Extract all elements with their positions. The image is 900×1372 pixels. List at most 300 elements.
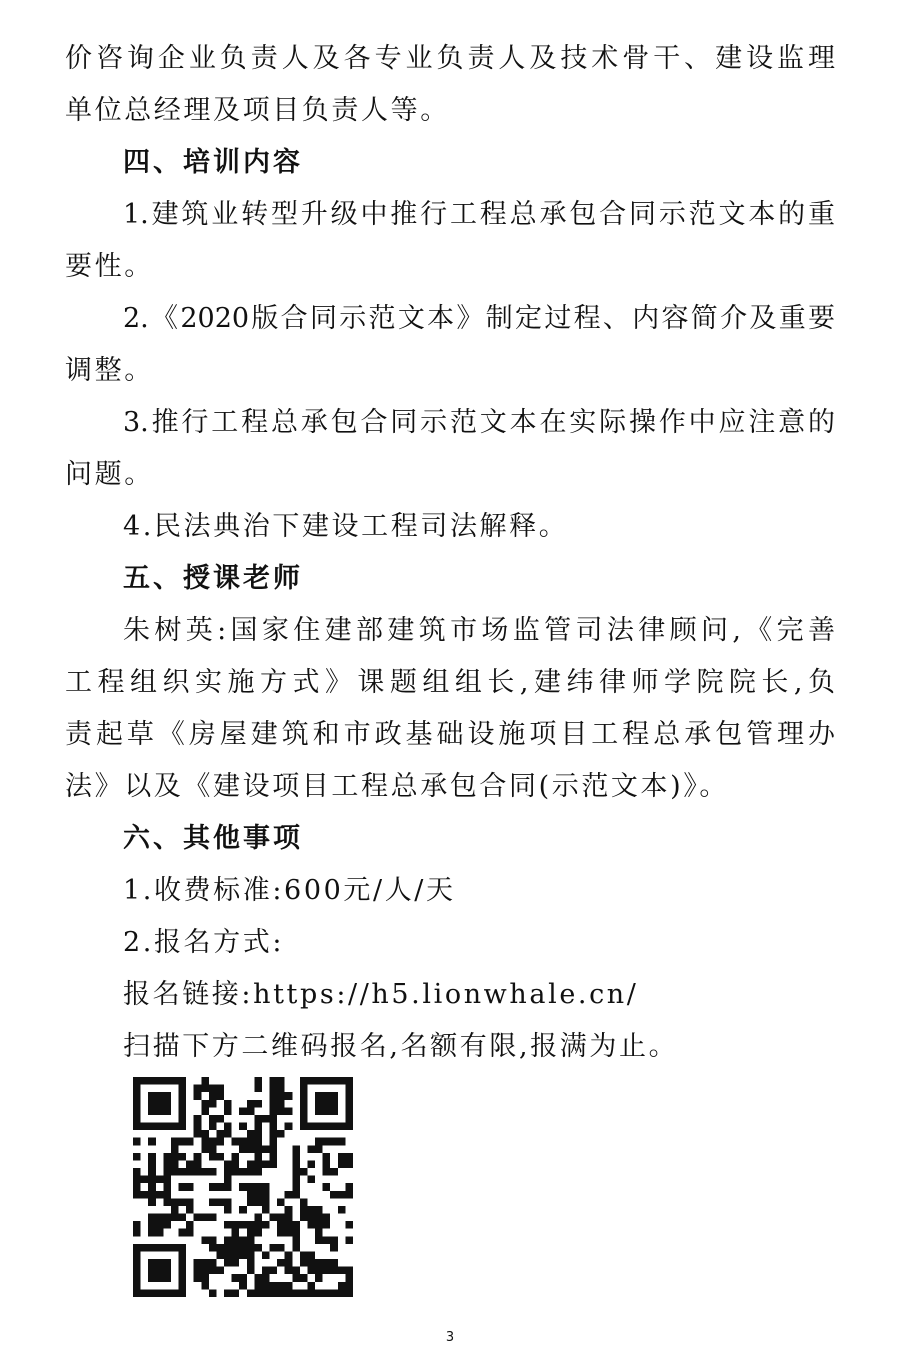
qr-module (163, 1168, 171, 1176)
qr-module (148, 1198, 156, 1206)
qr-module (300, 1123, 308, 1131)
qr-module (247, 1168, 255, 1176)
qr-module (209, 1259, 217, 1267)
qr-module (156, 1289, 164, 1297)
qr-module (224, 1221, 232, 1229)
text-line: 要性。 (65, 251, 154, 282)
qr-module (262, 1160, 270, 1168)
qr-module (239, 1168, 247, 1176)
qr-module (232, 1259, 240, 1267)
qr-module (209, 1153, 217, 1161)
qr-module (224, 1198, 232, 1206)
qr-module (239, 1123, 247, 1131)
qr-module (315, 1107, 323, 1115)
qr-module (156, 1259, 164, 1267)
text-line: 4.民法典治下建设工程司法解释。 (123, 511, 569, 542)
qr-module (277, 1214, 285, 1222)
qr-module (163, 1221, 171, 1229)
qr-module (141, 1077, 149, 1085)
qr-module (133, 1267, 141, 1275)
qr-module (323, 1289, 331, 1297)
qr-module (262, 1289, 270, 1297)
qr-module (133, 1092, 141, 1100)
qr-module (315, 1214, 323, 1222)
qr-module (179, 1123, 187, 1131)
qr-module (194, 1259, 202, 1267)
qr-module (345, 1191, 353, 1199)
qr-module (285, 1229, 293, 1237)
qr-module (247, 1267, 255, 1275)
qr-module (133, 1100, 141, 1108)
qr-module (148, 1138, 156, 1146)
qr-module (254, 1153, 262, 1161)
qr-module (163, 1153, 171, 1161)
qr-module (156, 1176, 164, 1184)
qr-module (141, 1123, 149, 1131)
qr-module (254, 1138, 262, 1146)
qr-module (292, 1236, 300, 1244)
qr-module (330, 1107, 338, 1115)
qr-module (330, 1267, 338, 1275)
qr-module (292, 1229, 300, 1237)
qr-module (270, 1107, 278, 1115)
qr-module (224, 1236, 232, 1244)
qr-module (179, 1274, 187, 1282)
qr-module (239, 1282, 247, 1290)
qr-module (163, 1214, 171, 1222)
qr-module (254, 1168, 262, 1176)
qr-module (345, 1236, 353, 1244)
qr-module (338, 1282, 346, 1290)
qr-module (209, 1236, 217, 1244)
qr-module (323, 1183, 331, 1191)
qr-module (224, 1259, 232, 1267)
qr-module (148, 1191, 156, 1199)
qr-module (148, 1107, 156, 1115)
qr-module (270, 1289, 278, 1297)
qr-module (270, 1138, 278, 1146)
qr-module (179, 1282, 187, 1290)
qr-module (270, 1085, 278, 1093)
qr-module (270, 1160, 278, 1168)
qr-module (254, 1289, 262, 1297)
qr-module (247, 1100, 255, 1108)
qr-module (323, 1153, 331, 1161)
qr-module (133, 1107, 141, 1115)
qr-module (239, 1251, 247, 1259)
qr-module (277, 1259, 285, 1267)
qr-module (194, 1160, 202, 1168)
qr-module (216, 1267, 224, 1275)
registration-link[interactable]: 报名链接:https://h5.lionwhale.cn/ (123, 979, 639, 1010)
qr-module (171, 1123, 179, 1131)
qr-module (277, 1130, 285, 1138)
qr-module (330, 1259, 338, 1267)
qr-module (209, 1145, 217, 1153)
qr-module (148, 1214, 156, 1222)
qr-module (315, 1138, 323, 1146)
qr-module (345, 1289, 353, 1297)
qr-module (148, 1176, 156, 1184)
qr-module (315, 1145, 323, 1153)
qr-module (323, 1160, 331, 1168)
qr-module (285, 1251, 293, 1259)
qr-module (262, 1183, 270, 1191)
qr-module (179, 1183, 187, 1191)
qr-module (209, 1115, 217, 1123)
qr-module (201, 1130, 209, 1138)
qr-module (277, 1244, 285, 1252)
text-line: 1.建筑业转型升级中推行工程总承包合同示范文本的重 (123, 199, 835, 230)
qr-module (323, 1221, 331, 1229)
qr-module (277, 1229, 285, 1237)
qr-module (292, 1221, 300, 1229)
qr-module (224, 1183, 232, 1191)
qr-module (239, 1244, 247, 1252)
qr-module (262, 1282, 270, 1290)
qr-module (239, 1138, 247, 1146)
qr-module (285, 1221, 293, 1229)
qr-module (209, 1267, 217, 1275)
qr-module (201, 1145, 209, 1153)
qr-module (133, 1153, 141, 1161)
qr-module (285, 1259, 293, 1267)
qr-module (315, 1221, 323, 1229)
qr-module (186, 1160, 194, 1168)
qr-module (300, 1198, 308, 1206)
qr-module (201, 1138, 209, 1146)
qr-module (292, 1176, 300, 1184)
qr-module (171, 1206, 179, 1214)
qr-module (292, 1145, 300, 1153)
qr-module (292, 1267, 300, 1275)
qr-module (179, 1168, 187, 1176)
qr-module (300, 1206, 308, 1214)
qr-module (254, 1274, 262, 1282)
qr-module (163, 1100, 171, 1108)
qr-module (156, 1221, 164, 1229)
qr-module (247, 1259, 255, 1267)
text-line: 问题。 (65, 459, 154, 490)
qr-module (285, 1191, 293, 1199)
qr-module (254, 1077, 262, 1085)
qr-module (148, 1092, 156, 1100)
qr-module (247, 1130, 255, 1138)
qr-module (285, 1107, 293, 1115)
qr-module (171, 1168, 179, 1176)
qr-module (133, 1115, 141, 1123)
qr-module (239, 1274, 247, 1282)
qr-module (307, 1206, 315, 1214)
qr-module (300, 1100, 308, 1108)
qr-module (232, 1274, 240, 1282)
section-heading-instructor: 五、授课老师 (123, 563, 303, 594)
qr-module (262, 1267, 270, 1275)
qr-module (315, 1274, 323, 1282)
qr-module (315, 1289, 323, 1297)
qr-module (224, 1168, 232, 1176)
qr-module (254, 1244, 262, 1252)
qr-module (224, 1100, 232, 1108)
qr-module (292, 1153, 300, 1161)
qr-module (163, 1077, 171, 1085)
qr-module (179, 1092, 187, 1100)
qr-module (292, 1244, 300, 1252)
qr-module (300, 1214, 308, 1222)
text-line: 朱树英:国家住建部建筑市场监管司法律顾问,《完善 (123, 615, 835, 646)
qr-module (307, 1077, 315, 1085)
qr-module (345, 1123, 353, 1131)
qr-module (179, 1100, 187, 1108)
qr-module (239, 1221, 247, 1229)
qr-module (171, 1145, 179, 1153)
qr-module (239, 1206, 247, 1214)
qr-module (232, 1153, 240, 1161)
qr-module (232, 1251, 240, 1259)
qr-module (171, 1153, 179, 1161)
qr-module (247, 1191, 255, 1199)
qr-module (247, 1183, 255, 1191)
qr-module (148, 1244, 156, 1252)
qr-module (285, 1267, 293, 1275)
qr-module (216, 1130, 224, 1138)
qr-module (201, 1214, 209, 1222)
qr-module (330, 1168, 338, 1176)
qr-module (292, 1183, 300, 1191)
qr-module (345, 1085, 353, 1093)
qr-module (330, 1092, 338, 1100)
qr-module (224, 1160, 232, 1168)
qr-module (247, 1244, 255, 1252)
qr-module (300, 1251, 308, 1259)
qr-module (133, 1221, 141, 1229)
qr-module (209, 1168, 217, 1176)
qr-module (345, 1107, 353, 1115)
qr-module (307, 1221, 315, 1229)
qr-module (194, 1267, 202, 1275)
text-line: 单位总经理及项目负责人等。 (65, 95, 450, 126)
qr-module (133, 1229, 141, 1237)
qr-module (262, 1274, 270, 1282)
qr-module (209, 1183, 217, 1191)
qr-module (239, 1236, 247, 1244)
qr-module (133, 1123, 141, 1131)
qr-module (224, 1244, 232, 1252)
qr-module (254, 1221, 262, 1229)
qr-module (194, 1115, 202, 1123)
section-heading-other-matters: 六、其他事项 (123, 823, 303, 854)
qr-module (315, 1100, 323, 1108)
qr-module (254, 1191, 262, 1199)
qr-module (209, 1092, 217, 1100)
qr-module (338, 1123, 346, 1131)
qr-module (163, 1289, 171, 1297)
qr-module (179, 1244, 187, 1252)
qr-module (330, 1100, 338, 1108)
qr-module (277, 1282, 285, 1290)
qr-module (194, 1130, 202, 1138)
qr-module (345, 1153, 353, 1161)
qr-module (270, 1077, 278, 1085)
qr-module (307, 1251, 315, 1259)
qr-module (179, 1229, 187, 1237)
qr-module (247, 1138, 255, 1146)
qr-module (163, 1267, 171, 1275)
qr-module (156, 1214, 164, 1222)
section-heading-training-content: 四、培训内容 (123, 147, 303, 178)
qr-module (133, 1138, 141, 1146)
qr-module (345, 1092, 353, 1100)
qr-module (156, 1191, 164, 1199)
qr-module (254, 1214, 262, 1222)
qr-module (254, 1198, 262, 1206)
qr-module (285, 1214, 293, 1222)
qr-module (232, 1244, 240, 1252)
qr-module (270, 1214, 278, 1222)
qr-module (133, 1077, 141, 1085)
qr-module (201, 1259, 209, 1267)
qr-module (247, 1198, 255, 1206)
qr-module (338, 1138, 346, 1146)
fee-standard: 1.收费标准:600元/人/天 (123, 875, 456, 906)
qr-module (292, 1191, 300, 1199)
text-line: 工程组织实施方式》课题组组长,建纬律师学院院长,负 (65, 667, 835, 698)
qr-module (345, 1160, 353, 1168)
qr-module (179, 1085, 187, 1093)
qr-module (224, 1130, 232, 1138)
qr-module (270, 1153, 278, 1161)
qr-module (254, 1115, 262, 1123)
qr-module (179, 1115, 187, 1123)
qr-module (247, 1221, 255, 1229)
qr-module (171, 1138, 179, 1146)
qr-module (345, 1282, 353, 1290)
qr-module (323, 1100, 331, 1108)
qr-module (224, 1206, 232, 1214)
qr-module (148, 1160, 156, 1168)
qr-module (141, 1191, 149, 1199)
qr-module (156, 1107, 164, 1115)
qr-module (186, 1198, 194, 1206)
qr-module (338, 1153, 346, 1161)
qr-module (141, 1289, 149, 1297)
qr-module (194, 1153, 202, 1161)
qr-module (201, 1100, 209, 1108)
qr-module (148, 1221, 156, 1229)
qr-module (239, 1107, 247, 1115)
qr-module (201, 1282, 209, 1290)
text-line: 法》以及《建设项目工程总承包合同(示范文本)》。 (65, 771, 729, 802)
qr-module (148, 1274, 156, 1282)
qr-module (323, 1107, 331, 1115)
qr-module (345, 1221, 353, 1229)
qr-module (315, 1092, 323, 1100)
qr-module (330, 1289, 338, 1297)
text-line: 3.推行工程总承包合同示范文本在实际操作中应注意的 (123, 407, 835, 438)
qr-module (171, 1077, 179, 1085)
qr-module (292, 1274, 300, 1282)
qr-module (216, 1198, 224, 1206)
qr-module (254, 1145, 262, 1153)
qr-module (300, 1274, 308, 1282)
qr-module (277, 1077, 285, 1085)
qr-module (307, 1176, 315, 1184)
qr-module (148, 1168, 156, 1176)
text-line: 2.《2020版合同示范文本》制定过程、内容简介及重要 (123, 303, 835, 334)
qr-module (232, 1289, 240, 1297)
qr-module (216, 1092, 224, 1100)
qr-module (156, 1092, 164, 1100)
qr-module (186, 1138, 194, 1146)
qr-module (300, 1077, 308, 1085)
qr-code-icon[interactable] (133, 1077, 353, 1297)
qr-module (163, 1244, 171, 1252)
qr-module (270, 1282, 278, 1290)
qr-module (323, 1077, 331, 1085)
qr-module (285, 1282, 293, 1290)
qr-module (201, 1077, 209, 1085)
qr-module (163, 1259, 171, 1267)
qr-module (163, 1107, 171, 1115)
qr-module (209, 1123, 217, 1131)
qr-module (209, 1198, 217, 1206)
qr-module (277, 1107, 285, 1115)
qr-module (270, 1092, 278, 1100)
text-line: 调整。 (65, 355, 154, 386)
qr-module (270, 1267, 278, 1275)
qr-module (224, 1107, 232, 1115)
page-number: 3 (445, 1330, 455, 1345)
qr-module (201, 1107, 209, 1115)
qr-module (156, 1229, 164, 1237)
qr-module (285, 1123, 293, 1131)
qr-module (323, 1267, 331, 1275)
qr-module (232, 1221, 240, 1229)
qr-module (315, 1236, 323, 1244)
qr-module (247, 1251, 255, 1259)
qr-module (163, 1274, 171, 1282)
qr-module (216, 1115, 224, 1123)
qr-module (330, 1123, 338, 1131)
qr-module (307, 1282, 315, 1290)
qr-module (148, 1183, 156, 1191)
qr-module (277, 1289, 285, 1297)
qr-module (300, 1107, 308, 1115)
qr-module (345, 1274, 353, 1282)
qr-module (254, 1229, 262, 1237)
qr-module (323, 1214, 331, 1222)
qr-module (209, 1138, 217, 1146)
qr-module (247, 1145, 255, 1153)
qr-module (163, 1176, 171, 1184)
qr-module (148, 1153, 156, 1161)
qr-module (277, 1100, 285, 1108)
qr-module (163, 1191, 171, 1199)
qr-module (232, 1160, 240, 1168)
qr-module (262, 1145, 270, 1153)
qr-module (307, 1145, 315, 1153)
qr-module (148, 1259, 156, 1267)
qr-module (323, 1236, 331, 1244)
qr-module (330, 1077, 338, 1085)
qr-module (254, 1130, 262, 1138)
qr-module (216, 1153, 224, 1161)
qr-module (216, 1138, 224, 1146)
qr-module (148, 1100, 156, 1108)
qr-module (270, 1145, 278, 1153)
qr-module (163, 1123, 171, 1131)
text-line: 责起草《房屋建筑和市政基础设施项目工程总承包管理办 (65, 719, 835, 750)
